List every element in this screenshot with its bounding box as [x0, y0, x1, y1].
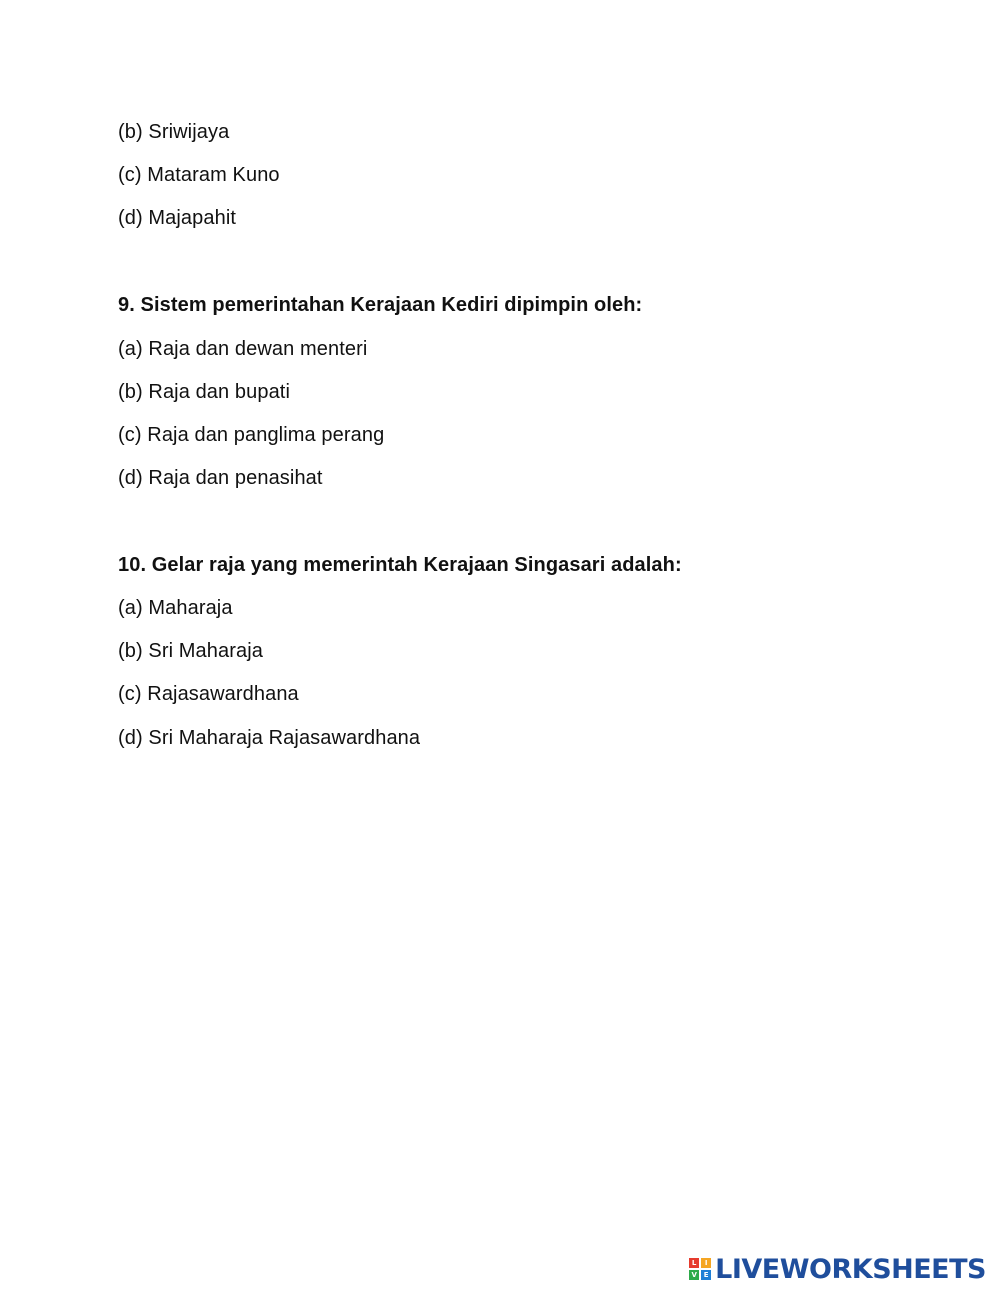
option-9c: (c) Raja dan panglima perang — [118, 424, 385, 446]
option-10d: (d) Sri Maharaja Rajasawardhana — [118, 727, 421, 749]
logo-mark-i: I — [701, 1258, 711, 1268]
option-9b: (b) Raja dan bupati — [118, 381, 291, 403]
liveworksheets-logo — [689, 1254, 986, 1284]
logo-mark-v: V — [689, 1270, 699, 1280]
option-8d: (d) Majapahit — [118, 207, 237, 229]
logo-mark-l: L — [689, 1258, 699, 1268]
option-10a: (a) Maharaja — [118, 597, 233, 619]
option-10b: (b) Sri Maharaja — [118, 640, 263, 662]
option-9a: (a) Raja dan dewan menteri — [118, 338, 368, 360]
question-10: 10. Gelar raja yang memerintah Kerajaan Singasari adalah: — [118, 554, 682, 576]
logo-mark-e: E — [701, 1270, 711, 1280]
question-9: 9. Sistem pemerintahan Kerajaan Kediri dipimpin oleh: — [118, 294, 643, 316]
logo-mark-icon — [689, 1258, 711, 1280]
logo-text: LIVEWORKSHEETS — [715, 1253, 986, 1285]
option-8b: (b) Sriwijaya — [118, 121, 230, 143]
option-10c: (c) Rajasawardhana — [118, 683, 299, 705]
option-8c: (c) Mataram Kuno — [118, 164, 280, 186]
option-9d: (d) Raja dan penasihat — [118, 467, 323, 489]
